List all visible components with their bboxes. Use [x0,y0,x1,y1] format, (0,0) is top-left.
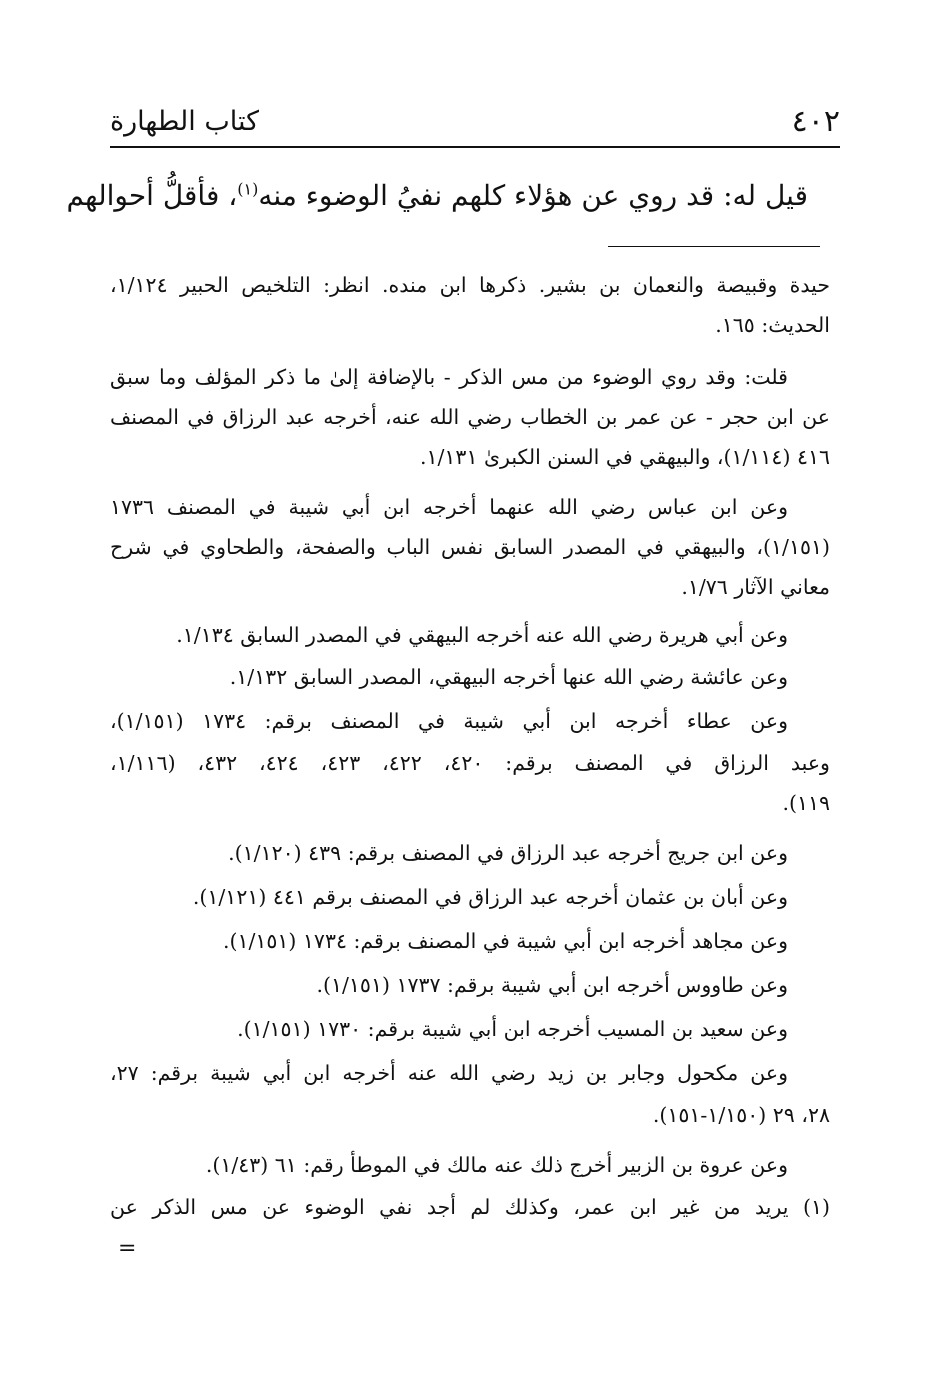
footnote-line: (١/١٥١)، والبيهقي في المصدر السابق نفس الباب والصفحة، والطحاوي في شرح [110,535,830,559]
footnote-line: وعن سعيد بن المسيب أخرجه ابن أبي شيبة برقم: ١٧٣٠ (١/١٥١). [237,1017,788,1041]
main-text-part: قيل له: قد روي عن هؤلاء كلهم نفيُ الوضوء منه [258,179,808,212]
footnote-line: وعن عروة بن الزبير أخرج ذلك عنه مالك في الموطأ رقم: ٦١ (١/٤٣). [205,1153,788,1177]
footnote-line: وعن ابن جريج أخرجه عبد الرزاق في المصنف برقم: ٤٣٩ (١/١٢٠). [228,841,788,865]
footnote-reference: (١) [237,179,259,199]
running-header [110,102,840,148]
footnote-line: وعن أبي هريرة رضي الله عنه أخرجه البيهقي في المصدر السابق ١/١٣٤. [176,623,788,647]
main-text-part: ، فأقلُّ أحوالهم [66,179,238,212]
footnote-line: الحديث: ١٦٥. [715,313,830,337]
footnote-line: معاني الآثار ١/٧٦. [681,575,830,599]
footnote-line: ٤١٦ (١/١١٤)، والبيهقي في السنن الكبرىٰ ١/١٣١. [419,445,830,469]
continuation-marker: = [118,1236,137,1261]
footnote-line: وعن عطاء أخرجه ابن أبي شيبة في المصنف برقم: ١٧٣٤ (١/١٥١)، [110,709,788,733]
footnote-line: وعن مجاهد أخرجه ابن أبي شيبة في المصنف برقم: ١٧٣٤ (١/١٥١). [222,929,788,953]
footnote-line: وعن أبان بن عثمان أخرجه عبد الرزاق في المصنف برقم ٤٤١ (١/١٢١). [192,885,788,909]
footnote-line: وعن عائشة رضي الله عنها أخرجه البيهقي، المصدر السابق ١/١٣٢. [229,665,788,689]
footnote-line: وعن مكحول وجابر بن زيد رضي الله عنه أخرجه ابن أبي شيبة برقم: ٢٧، [110,1061,788,1085]
footnote-line: وعبد الرزاق في المصنف برقم: ٤٢٠، ٤٢٢، ٤٢٣، ٤٢٤، ٤٣٢، (١/١١٦، [110,751,830,775]
footnote-line: حيدة وقبيصة والنعمان بن بشير. ذكرها ابن منده. انظر: التلخيص الحبير ١/١٢٤، [110,273,830,297]
main-text-line [66,170,808,222]
footnote-line: قلت: وقد روي الوضوء من مس الذكر - بالإضافة إلىٰ ما ذكر المؤلف وما سبق [110,365,788,389]
footnote-line: ١١٩). [782,791,830,815]
footnote-line: ٢٨، ٢٩ (١/١٥٠-١٥١). [652,1103,830,1127]
footnote-line: وعن طاووس أخرجه ابن أبي شيبة برقم: ١٧٣٧ (١/١٥١). [316,973,788,997]
book-title: كتاب الطهارة [110,106,259,137]
footnote-line: (١) يريد من غير ابن عمر، وكذلك لم أجد نفي الوضوء عن مس الذكر عن [110,1195,830,1219]
footnote-line: عن ابن حجر - عن عمر بن الخطاب رضي الله عنه، أخرجه عبد الرزاق في المصنف [110,405,830,429]
footnote-separator [608,246,820,247]
footnote-line: وعن ابن عباس رضي الله عنهما أخرجه ابن أبي شيبة في المصنف ١٧٣٦ [110,495,788,519]
page-number: ٤٠٢ [791,104,840,139]
